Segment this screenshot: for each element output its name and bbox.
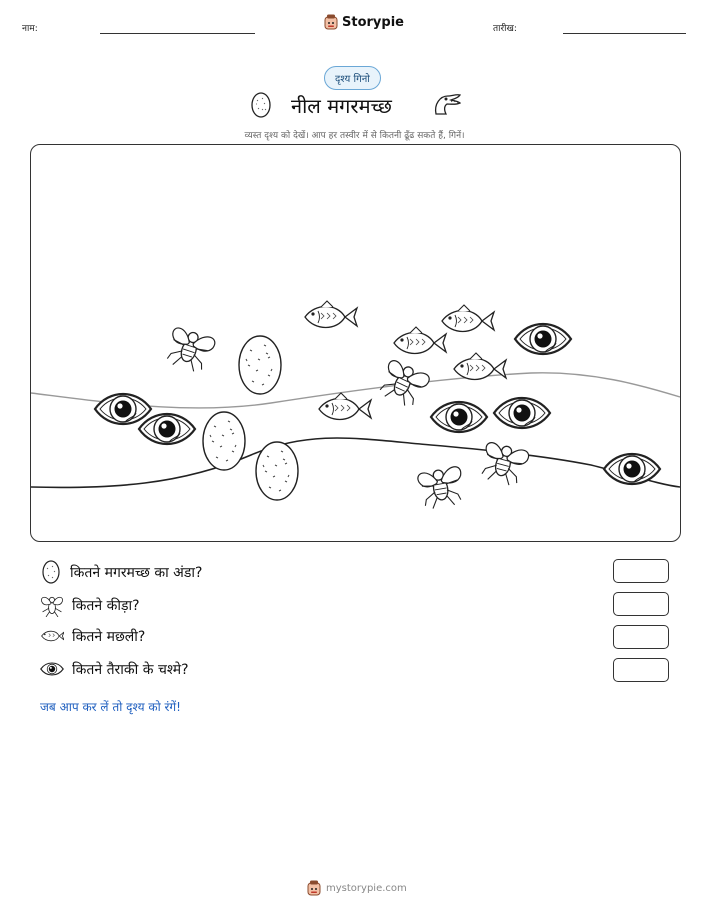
brand-logo bbox=[324, 14, 404, 30]
busy-scene bbox=[30, 144, 681, 542]
scene-illustration bbox=[31, 145, 680, 541]
fly-icon bbox=[40, 593, 64, 617]
title-egg-icon bbox=[250, 90, 272, 122]
activity-badge: दृश्य गिनो bbox=[324, 66, 381, 90]
eye-icon bbox=[40, 659, 64, 679]
question-row bbox=[40, 626, 145, 646]
crocodile-egg bbox=[239, 336, 281, 394]
fish bbox=[394, 327, 446, 354]
fish bbox=[319, 393, 371, 420]
storypie-mascot-icon bbox=[324, 14, 338, 30]
page-title: नील मगरमच्छ bbox=[291, 94, 392, 118]
crocodile-egg bbox=[203, 412, 245, 470]
question-text: कितने तैराकी के चश्मे? bbox=[72, 661, 189, 678]
fish-icon bbox=[40, 626, 64, 646]
swimming-goggle bbox=[431, 402, 487, 432]
question-row bbox=[40, 560, 202, 584]
crocodile-egg bbox=[256, 442, 298, 500]
title-crocodile-icon bbox=[432, 90, 462, 122]
footer-url[interactable]: mystorypie.com bbox=[326, 882, 407, 894]
swimming-goggle bbox=[604, 454, 660, 484]
color-instruction: जब आप कर लें तो दृश्य को रंगें! bbox=[40, 700, 181, 714]
storypie-mascot-icon bbox=[307, 880, 321, 896]
answer-box-flies[interactable] bbox=[613, 592, 669, 616]
question-text: कितने मगरमच्छ का अंडा? bbox=[70, 564, 203, 581]
fly bbox=[478, 441, 530, 488]
swimming-goggle bbox=[494, 398, 550, 428]
footer bbox=[307, 880, 407, 896]
brand-name: Storypie bbox=[342, 14, 404, 30]
answer-box-eggs[interactable] bbox=[613, 559, 669, 583]
question-row bbox=[40, 659, 189, 679]
fly bbox=[417, 466, 466, 510]
water-line-lower bbox=[31, 438, 680, 487]
fish bbox=[442, 305, 494, 332]
name-label: नाम: bbox=[22, 24, 38, 34]
instructions: व्यस्त दृश्य को देखें। आप हर तस्वीर में से कितनी ढूँढ सकते हैं, गिनें। bbox=[244, 131, 465, 141]
swimming-goggle bbox=[95, 394, 151, 424]
swimming-goggle bbox=[515, 324, 571, 354]
fly bbox=[376, 358, 431, 410]
fly bbox=[164, 326, 217, 375]
question-text: कितने कीड़ा? bbox=[72, 597, 140, 614]
answer-box-fish[interactable] bbox=[613, 625, 669, 649]
swimming-goggle bbox=[139, 414, 195, 444]
egg-icon bbox=[40, 560, 62, 584]
question-text: कितने मछली? bbox=[72, 628, 146, 645]
date-label: तारीख: bbox=[493, 24, 517, 34]
fish bbox=[305, 301, 357, 328]
name-field-line[interactable] bbox=[100, 33, 255, 34]
answer-box-goggles[interactable] bbox=[613, 658, 669, 682]
date-field-line[interactable] bbox=[563, 33, 686, 34]
question-row bbox=[40, 593, 140, 617]
